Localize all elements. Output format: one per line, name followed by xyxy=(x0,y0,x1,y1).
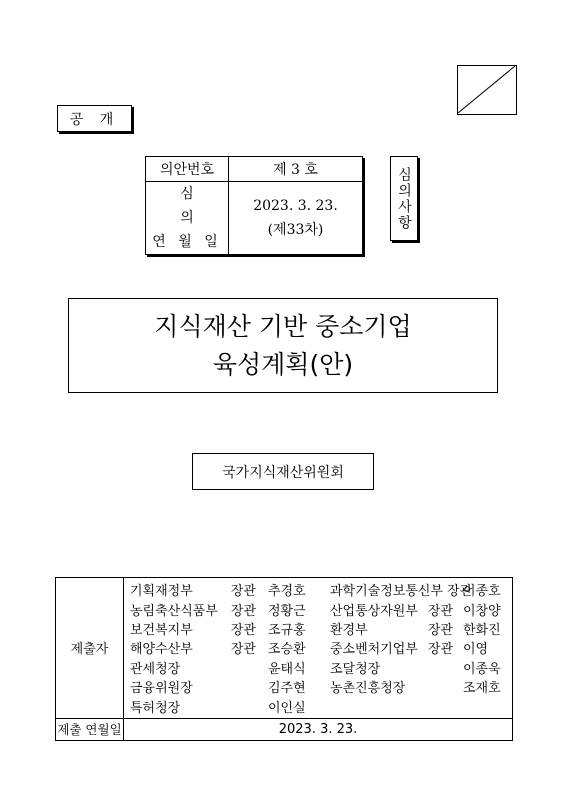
submitter-name-left: 이인실 xyxy=(268,700,306,716)
submitter-row xyxy=(130,638,506,657)
submitter-row xyxy=(130,658,506,677)
submitter-dept-right: 조달청장 xyxy=(330,661,381,677)
document-title-line1: 지식재산 기반 중소기업 xyxy=(154,311,412,341)
submitter-dept-right: 과학기술정보통신부 장관 xyxy=(330,584,473,600)
document-title-box xyxy=(68,298,498,393)
diagonal-slash-box xyxy=(457,65,517,115)
submitter-dept-right: 산업통상자원부 장관 xyxy=(330,603,453,619)
submitter-name-right: 이창양 xyxy=(463,603,501,619)
submitter-dept-right: 환경부 장관 xyxy=(330,622,453,638)
deliberation-session: (제33차) xyxy=(267,222,324,238)
submitter-table xyxy=(55,577,513,741)
submission-date-value: 2023. 3. 23. xyxy=(124,718,513,740)
submitter-dept-right: 중소벤처기업부 장관 xyxy=(330,642,453,658)
committee-name: 국가지식재산위원회 xyxy=(192,453,374,490)
submitter-label: 제출자 xyxy=(56,578,124,719)
submitter-name-left: 조규홍 xyxy=(268,622,306,638)
submitter-name-right: 이종호 xyxy=(463,584,501,600)
submitter-dept-left: 금융위원장 xyxy=(130,681,193,697)
submitter-name-left: 조승환 xyxy=(268,642,306,658)
deliberation-date-label xyxy=(146,182,229,255)
submitter-dept-left: 농림축산식품부 장관 xyxy=(130,603,256,619)
submitter-dept-left: 해양수산부 장관 xyxy=(130,642,256,658)
submitter-row xyxy=(130,696,506,715)
deliberation-tag: 심의사항 xyxy=(390,156,418,241)
submitter-name-right: 조재호 xyxy=(463,681,501,697)
submitter-name-left: 추경호 xyxy=(268,584,306,600)
submitter-row xyxy=(130,599,506,618)
submitter-row xyxy=(130,619,506,638)
submitter-name-left: 김주현 xyxy=(268,681,306,697)
document-title-line2: 육성계획(안) xyxy=(212,349,354,379)
submitter-name-right: 한화진 xyxy=(463,622,501,638)
agenda-number-label: 의안번호 xyxy=(146,157,229,182)
agenda-info-table xyxy=(145,156,363,255)
submitter-name-right: 이영 xyxy=(463,642,489,658)
submitter-list xyxy=(124,578,513,719)
deliberation-date-label-line1: 심 의 xyxy=(180,186,216,226)
submitter-dept-left: 보건복지부 장관 xyxy=(130,622,256,638)
submitter-row xyxy=(130,677,506,696)
submitter-row xyxy=(130,580,506,599)
diagonal-line-icon xyxy=(458,66,515,113)
deliberation-date-value xyxy=(229,182,363,255)
submitter-dept-right: 농촌진흥청장 xyxy=(330,681,406,697)
public-badge: 공 개 xyxy=(57,105,132,132)
agenda-number-value: 제 3 호 xyxy=(229,157,363,182)
submitter-dept-left: 특허청장 xyxy=(130,700,181,716)
deliberation-date-label-line2: 연 월 일 xyxy=(152,234,222,250)
submitter-name-left: 윤태식 xyxy=(268,661,306,677)
submitter-name-right: 이종욱 xyxy=(463,661,501,677)
submitter-name-left: 정황근 xyxy=(268,603,306,619)
submitter-dept-left: 기획재정부 장관 xyxy=(130,584,256,600)
submission-date-label: 제출 연월일 xyxy=(56,718,124,740)
submitter-dept-left: 관세청장 xyxy=(130,661,181,677)
deliberation-date: 2023. 3. 23. xyxy=(253,198,338,214)
